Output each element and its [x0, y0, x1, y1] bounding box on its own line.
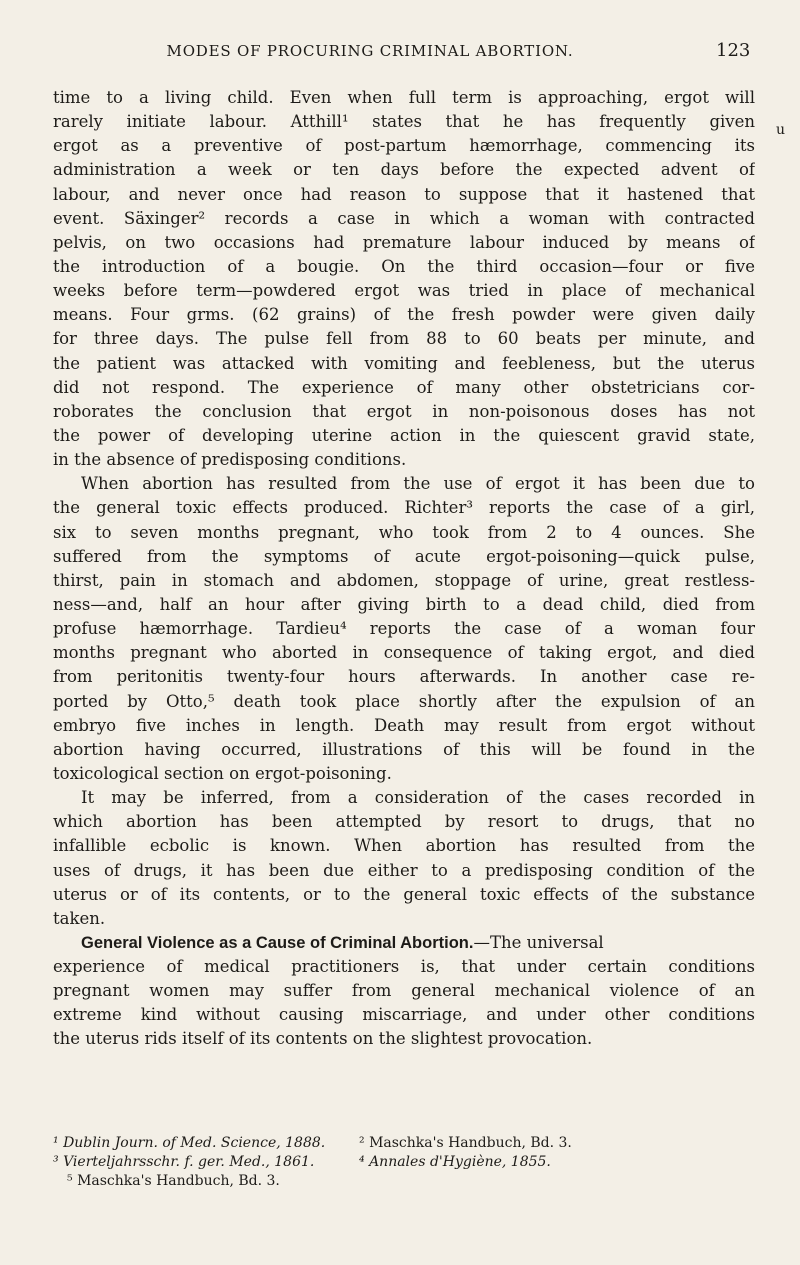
- text-line: administration a week or ten days before the expected advent of: [53, 160, 755, 180]
- text-line: in the absence of predisposing conditions.: [53, 450, 407, 470]
- text-line: the introduction of a bougie. On the third occasion—four or five: [53, 256, 755, 276]
- section-heading: General Violence as a Cause of Criminal Abortion.: [81, 933, 474, 952]
- text-line: ported by Otto,⁵ death took place shortly after the expulsion of an: [53, 691, 755, 711]
- text-line: It may be inferred, from a consideration of the cases recorded in: [81, 788, 755, 808]
- text-line: rarely initiate labour. Atthill¹ states that he has frequently given: [53, 112, 755, 132]
- footnote-2: ² Maschka's Handbuch, Bd. 3.: [359, 1135, 572, 1151]
- section-first-line: [53, 931, 755, 955]
- text-line: time to a living child. Even when full term is approaching, ergot will: [53, 88, 755, 107]
- text-line: pelvis, on two occasions had premature labour induced by means of: [53, 232, 755, 252]
- text-line: When abortion has resulted from the use of ergot it has been due to: [81, 474, 755, 494]
- margin-mark: u: [776, 122, 786, 138]
- footnote-4: ⁴ Annales d'Hygiène, 1855.: [359, 1154, 551, 1170]
- text-line: infallible ecbolic is known. When abortion has resulted from the: [53, 836, 755, 856]
- text-line: uterus or of its contents, or to the general toxic effects of the substance: [53, 884, 755, 904]
- text-line: which abortion has been attempted by resort to drugs, that no: [53, 812, 755, 832]
- text-line: the general toxic effects produced. Richter³ reports the case of a girl,: [53, 498, 755, 518]
- footnote-1: ¹ Dublin Journ. of Med. Science, 1888.: [53, 1135, 326, 1151]
- text-line: did not respond. The experience of many other obstetricians cor-: [53, 377, 755, 397]
- text-line: ergot as a preventive of post-partum hæmorrhage, commencing its: [53, 136, 755, 156]
- text-line: pregnant women may suffer from general mechanical violence of an: [53, 981, 755, 1001]
- text-line: from peritonitis twenty-four hours afterwards. In another case re-: [53, 667, 755, 687]
- running-title: MODES OF PROCURING CRIMINAL ABORTION.: [166, 42, 574, 60]
- text-line: months pregnant who aborted in consequence of taking ergot, and died: [53, 643, 755, 663]
- text-line: —The universal: [473, 932, 604, 952]
- text-line: the power of developing uterine action in the quiescent gravid state,: [53, 425, 755, 445]
- text-line: weeks before term—powdered ergot was tried in place of mechanical: [53, 281, 755, 301]
- text-line: thirst, pain in stomach and abdomen, stoppage of urine, great restless-: [53, 570, 755, 590]
- text-line: the uterus rids itself of its contents on the slightest provocation.: [53, 1029, 593, 1049]
- footnote-row: [53, 1134, 773, 1153]
- text-line: abortion having occurred, illustrations of this will be found in the: [53, 739, 755, 759]
- text-line: labour, and never once had reason to suppose that it hastened that: [53, 184, 755, 204]
- footnote-3: ³ Vierteljahrsschr. f. ger. Med., 1861.: [53, 1154, 315, 1170]
- body-text: [53, 86, 755, 1052]
- text-line: profuse hæmorrhage. Tardieu⁴ reports the case of a woman four: [53, 619, 755, 639]
- page-number: 123: [716, 40, 751, 61]
- text-line: embryo five inches in length. Death may result from ergot without: [53, 715, 755, 735]
- text-line: six to seven months pregnant, who took from 2 to 4 ounces. She: [53, 522, 755, 542]
- text-line: taken.: [53, 908, 106, 928]
- footnote-row: [53, 1172, 773, 1191]
- text-line: for three days. The pulse fell from 88 to 60 beats per minute, and: [53, 329, 755, 349]
- text-line: experience of medical practitioners is, that under certain conditions: [53, 957, 755, 977]
- text-line: suffered from the symptoms of acute ergot-poisoning—quick pulse,: [53, 546, 755, 566]
- text-line: ness—and, half an hour after giving birth to a dead child, died from: [53, 594, 755, 614]
- text-line: uses of drugs, it has been due either to a predisposing condition of the: [53, 860, 755, 880]
- text-line: the patient was attacked with vomiting and feebleness, but the uterus: [53, 353, 755, 373]
- text-line: toxicological section on ergot-poisoning.: [53, 763, 392, 783]
- text-line: means. Four grms. (62 grains) of the fresh powder were given daily: [53, 305, 755, 325]
- text-line: event. Säxinger² records a case in which a woman with contracted: [53, 208, 755, 228]
- text-line: roborates the conclusion that ergot in non-poisonous doses has not: [53, 401, 755, 421]
- footnotes: [53, 1134, 773, 1191]
- footnote-row: [53, 1153, 773, 1172]
- footnote-5: ⁵ Maschka's Handbuch, Bd. 3.: [67, 1173, 280, 1189]
- text-line: extreme kind without causing miscarriage, and under other conditions: [53, 1005, 755, 1025]
